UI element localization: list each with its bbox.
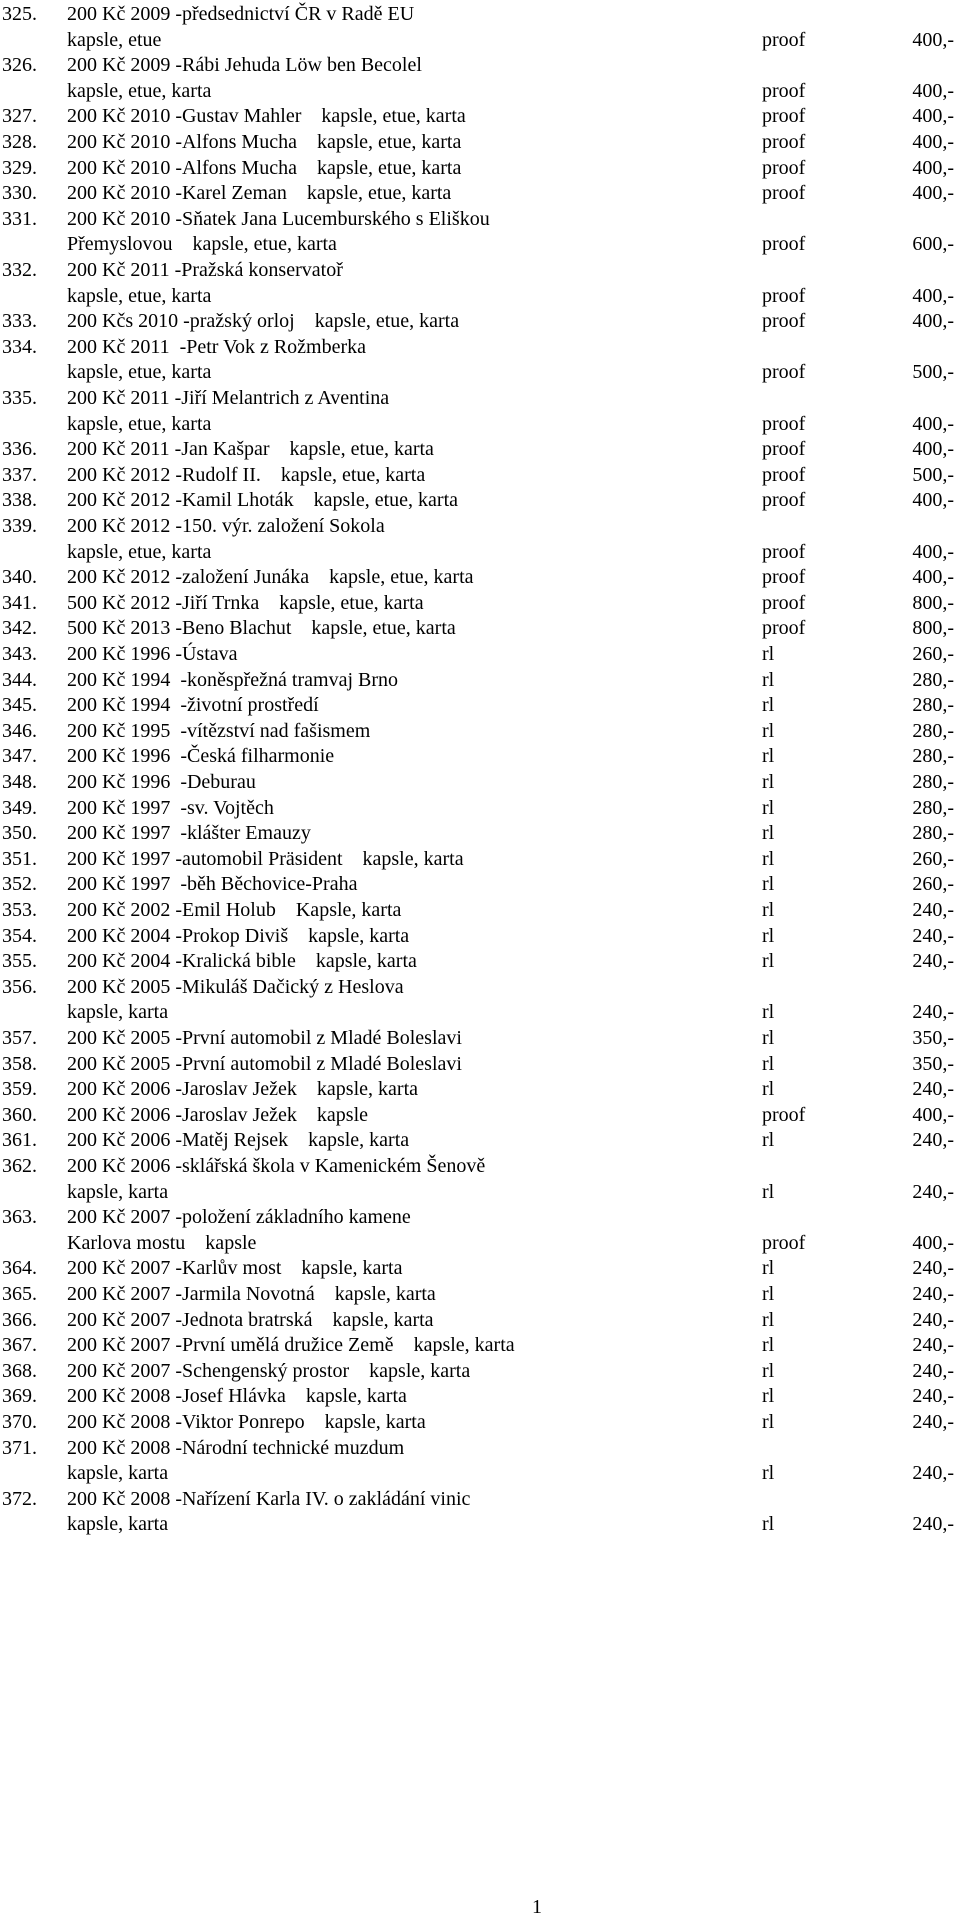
item-number: 361.: [2, 1129, 37, 1152]
item-price: 260,-: [912, 643, 954, 665]
item-price: 500,-: [912, 361, 954, 384]
item-quality: rl: [762, 950, 775, 973]
item-number: 357.: [2, 1027, 37, 1049]
item-description: 200 Kčs 2010 -pražský orloj kapsle, etue, karta: [67, 310, 460, 333]
item-quality: proof: [762, 1231, 806, 1254]
item-quality: rl: [762, 1078, 775, 1101]
item-price: 240,-: [912, 1411, 954, 1433]
item-description: 200 Kč 2007 -Jednota bratrská kapsle, karta: [67, 1308, 434, 1331]
item-price: 400,-: [912, 284, 954, 307]
page-number: 1: [532, 1896, 542, 1918]
item-description: kapsle, etue: [67, 28, 162, 51]
item-quality: rl: [762, 796, 775, 819]
item-description: kapsle, etue, karta: [67, 412, 212, 435]
item-description: 200 Kč 2002 -Emil Holub Kapsle, karta: [67, 899, 402, 921]
item-number: 362.: [2, 1155, 37, 1177]
item-description: 200 Kč 2011 -Jiří Melantrich z Aventina: [67, 387, 390, 409]
item-quality: proof: [762, 156, 806, 179]
item-description: 200 Kč 2007 -Schengenský prostor kapsle, karta: [67, 1359, 471, 1382]
item-number: 343.: [2, 643, 37, 665]
item-description: 200 Kč 2010 -Sňatek Jana Lucemburského s Eliškou: [67, 207, 490, 230]
item-quality: proof: [762, 566, 806, 589]
item-description: 200 Kč 2010 -Alfons Mucha kapsle, etue, karta: [67, 131, 462, 153]
item-price: 400,-: [912, 1103, 954, 1126]
item-price: 280,-: [912, 719, 954, 742]
item-quality: rl: [762, 1027, 775, 1049]
item-number: 325.: [2, 3, 37, 25]
item-description: 200 Kč 1997 -automobil Präsident kapsle, karta: [67, 847, 464, 870]
item-price: 240,-: [912, 1001, 954, 1024]
item-number: 336.: [2, 438, 37, 461]
item-price: 240,-: [912, 950, 954, 973]
item-number: 332.: [2, 259, 37, 281]
item-price: 240,-: [912, 1078, 954, 1101]
item-description: 200 Kč 1997 -klášter Emauzy: [67, 822, 311, 845]
item-number: 333.: [2, 310, 37, 333]
item-description: 200 Kč 2006 -sklářská škola v Kamenickém Šenově: [67, 1155, 486, 1177]
item-quality: rl: [762, 1129, 775, 1152]
item-number: 340.: [2, 566, 37, 589]
item-quality: rl: [762, 822, 775, 845]
item-description: Karlova mostu kapsle: [67, 1231, 257, 1254]
item-description: 200 Kč 1997 -sv. Vojtěch: [67, 796, 274, 819]
item-description: 200 Kč 2008 -Národní technické muzdum: [67, 1436, 405, 1459]
item-number: 349.: [2, 796, 37, 819]
item-description: 200 Kč 2012 -Rudolf II. kapsle, etue, karta: [67, 463, 426, 486]
item-description: kapsle, etue, karta: [67, 79, 212, 102]
item-description: 200 Kč 2012 -založení Junáka kapsle, etue, karta: [67, 566, 474, 589]
item-description: kapsle, etue, karta: [67, 540, 212, 563]
item-number: 345.: [2, 694, 37, 717]
item-description: 200 Kč 2009 -Rábi Jehuda Löw ben Becolel: [67, 54, 422, 77]
item-price: 350,-: [912, 1052, 954, 1075]
item-description: 200 Kč 1996 -Česká filharmonie: [67, 745, 335, 768]
item-description: kapsle, karta: [67, 1462, 169, 1485]
item-quality: rl: [762, 1283, 775, 1305]
item-price: 260,-: [912, 873, 954, 896]
item-number: 367.: [2, 1334, 37, 1357]
item-price: 280,-: [912, 668, 954, 691]
item-quality: proof: [762, 412, 806, 435]
item-description: kapsle, karta: [67, 1513, 169, 1536]
item-price: 600,-: [912, 233, 954, 256]
item-number: 363.: [2, 1206, 37, 1229]
item-description: 500 Kč 2012 -Jiří Trnka kapsle, etue, karta: [67, 591, 424, 614]
item-number: 354.: [2, 924, 37, 947]
item-number: 334.: [2, 335, 37, 358]
item-quality: rl: [762, 1334, 775, 1357]
item-number: 358.: [2, 1052, 37, 1075]
item-number: 370.: [2, 1411, 37, 1433]
item-number: 353.: [2, 899, 37, 921]
item-price: 400,-: [912, 182, 954, 205]
item-quality: rl: [762, 1001, 775, 1024]
item-number: 328.: [2, 131, 37, 153]
item-number: 356.: [2, 975, 37, 998]
item-description: 200 Kč 2010 -Gustav Mahler kapsle, etue, karta: [67, 105, 466, 128]
item-price: 240,-: [912, 1359, 954, 1382]
item-quality: rl: [762, 1180, 775, 1203]
item-description: 200 Kč 1997 -běh Běchovice-Praha: [67, 873, 358, 896]
item-description: 200 Kč 2007 -První umělá družice Země kapsle, karta: [67, 1334, 515, 1357]
item-price: 400,-: [912, 438, 954, 461]
item-number: 344.: [2, 668, 37, 691]
item-description: 200 Kč 2010 -Alfons Mucha kapsle, etue, karta: [67, 156, 462, 179]
item-price: 280,-: [912, 796, 954, 819]
item-price: 240,-: [912, 924, 954, 947]
item-number: 351.: [2, 847, 37, 870]
item-number: 366.: [2, 1308, 37, 1331]
item-quality: proof: [762, 591, 806, 614]
item-description: 200 Kč 2007 -položení základního kamene: [67, 1206, 411, 1229]
item-price: 400,-: [912, 412, 954, 435]
item-quality: proof: [762, 105, 806, 128]
item-quality: rl: [762, 719, 775, 742]
item-quality: rl: [762, 1411, 775, 1433]
item-number: 327.: [2, 105, 37, 128]
item-price: 240,-: [912, 1180, 954, 1203]
item-number: 360.: [2, 1103, 37, 1126]
item-description: 200 Kč 2011 -Jan Kašpar kapsle, etue, karta: [67, 438, 434, 461]
item-quality: proof: [762, 463, 806, 486]
item-quality: proof: [762, 617, 806, 640]
item-price: 260,-: [912, 847, 954, 870]
item-number: 346.: [2, 719, 37, 742]
item-quality: proof: [762, 361, 806, 384]
item-price: 240,-: [912, 1257, 954, 1280]
item-price: 240,-: [912, 1385, 954, 1408]
item-quality: proof: [762, 489, 806, 512]
item-price: 280,-: [912, 745, 954, 768]
item-description: kapsle, karta: [67, 1180, 169, 1203]
item-number: 350.: [2, 822, 37, 845]
item-price: 400,-: [912, 79, 954, 102]
item-description: 200 Kč 2008 -Nařízení Karla IV. o zakládání vinic: [67, 1487, 471, 1510]
item-quality: rl: [762, 899, 775, 921]
item-number: 355.: [2, 950, 37, 973]
item-number: 342.: [2, 617, 37, 640]
item-quality: rl: [762, 873, 775, 896]
item-number: 330.: [2, 182, 37, 205]
item-description: 200 Kč 2004 -Kralická bible kapsle, karta: [67, 950, 417, 973]
item-number: 341.: [2, 591, 37, 614]
item-quality: rl: [762, 694, 775, 717]
item-description: 200 Kč 2008 -Viktor Ponrepo kapsle, karta: [67, 1411, 426, 1433]
item-description: 200 Kč 2006 -Jaroslav Ježek kapsle: [67, 1103, 369, 1126]
item-quality: rl: [762, 1257, 775, 1280]
item-quality: rl: [762, 1052, 775, 1075]
item-quality: rl: [762, 668, 775, 691]
item-description: 200 Kč 1995 -vítězství nad fašismem: [67, 719, 371, 742]
item-price: 400,-: [912, 1231, 954, 1254]
item-price: 400,-: [912, 489, 954, 512]
item-description: 200 Kč 1996 -Deburau: [67, 771, 256, 793]
item-quality: rl: [762, 771, 775, 793]
item-price: 400,-: [912, 156, 954, 179]
item-price: 400,-: [912, 310, 954, 333]
item-quality: rl: [762, 1359, 775, 1382]
item-price: 240,-: [912, 1129, 954, 1152]
item-number: 371.: [2, 1436, 37, 1459]
item-description: kapsle, etue, karta: [67, 361, 212, 384]
item-description: 200 Kč 2005 -Mikuláš Dačický z Heslova: [67, 975, 404, 998]
item-number: 365.: [2, 1283, 37, 1305]
item-quality: rl: [762, 1308, 775, 1331]
item-price: 350,-: [912, 1027, 954, 1049]
item-number: 352.: [2, 873, 37, 896]
item-price: 280,-: [912, 771, 954, 793]
item-description: 200 Kč 2012 -150. výr. založení Sokola: [67, 515, 385, 537]
item-quality: proof: [762, 233, 806, 256]
item-description: 200 Kč 2011 -Pražská konservatoř: [67, 259, 343, 281]
item-price: 800,-: [912, 591, 954, 614]
item-price: 240,-: [912, 1462, 954, 1485]
item-quality: rl: [762, 1462, 775, 1485]
item-description: 200 Kč 2009 -předsednictví ČR v Radě EU: [67, 3, 415, 25]
item-number: 326.: [2, 54, 37, 77]
item-number: 348.: [2, 771, 37, 793]
item-quality: rl: [762, 643, 775, 665]
item-number: 372.: [2, 1487, 37, 1510]
item-description: 200 Kč 2004 -Prokop Diviš kapsle, karta: [67, 924, 410, 947]
item-price: 400,-: [912, 28, 954, 51]
item-price: 240,-: [912, 1283, 954, 1305]
item-description: 200 Kč 2007 -Jarmila Novotná kapsle, karta: [67, 1283, 436, 1305]
item-quality: proof: [762, 438, 806, 461]
item-quality: proof: [762, 79, 806, 102]
item-description: 200 Kč 1994 -koněspřežná tramvaj Brno: [67, 668, 399, 691]
item-quality: proof: [762, 540, 806, 563]
item-description: 200 Kč 2005 -První automobil z Mladé Boleslavi: [67, 1052, 462, 1075]
item-description: Přemyslovou kapsle, etue, karta: [67, 233, 337, 256]
item-quality: rl: [762, 1385, 775, 1408]
item-description: 200 Kč 2006 -Matěj Rejsek kapsle, karta: [67, 1129, 410, 1152]
item-description: 200 Kč 1996 -Ústava: [67, 643, 238, 665]
item-price: 400,-: [912, 566, 954, 589]
item-price: 240,-: [912, 899, 954, 921]
item-description: 200 Kč 2006 -Jaroslav Ježek kapsle, karta: [67, 1078, 418, 1101]
item-price: 280,-: [912, 822, 954, 845]
item-description: 200 Kč 2010 -Karel Zeman kapsle, etue, karta: [67, 182, 452, 205]
item-quality: proof: [762, 284, 806, 307]
item-price: 400,-: [912, 131, 954, 153]
item-number: 329.: [2, 156, 37, 179]
item-price: 500,-: [912, 463, 954, 486]
item-description: 200 Kč 2008 -Josef Hlávka kapsle, karta: [67, 1385, 407, 1408]
item-quality: proof: [762, 310, 806, 333]
item-number: 338.: [2, 489, 37, 512]
item-description: kapsle, etue, karta: [67, 284, 212, 307]
item-number: 337.: [2, 463, 37, 486]
item-quality: proof: [762, 131, 806, 153]
item-price: 240,-: [912, 1334, 954, 1357]
item-number: 364.: [2, 1257, 37, 1280]
item-number: 335.: [2, 387, 37, 409]
item-price: 240,-: [912, 1513, 954, 1536]
item-quality: rl: [762, 745, 775, 768]
item-quality: proof: [762, 1103, 806, 1126]
item-quality: rl: [762, 1513, 775, 1536]
item-description: 200 Kč 2012 -Kamil Lhoták kapsle, etue, karta: [67, 489, 458, 512]
item-description: kapsle, karta: [67, 1001, 169, 1024]
item-price: 400,-: [912, 105, 954, 128]
item-price: 240,-: [912, 1308, 954, 1331]
item-price: 400,-: [912, 540, 954, 563]
item-number: 359.: [2, 1078, 37, 1101]
item-description: 200 Kč 2011 -Petr Vok z Rožmberka: [67, 335, 367, 358]
item-number: 368.: [2, 1359, 37, 1382]
item-number: 331.: [2, 207, 37, 230]
item-description: 200 Kč 2005 -První automobil z Mladé Boleslavi: [67, 1027, 462, 1049]
item-price: 280,-: [912, 694, 954, 717]
item-quality: rl: [762, 847, 775, 870]
item-description: 200 Kč 1994 -životní prostředí: [67, 694, 319, 717]
item-number: 339.: [2, 515, 37, 537]
item-description: 500 Kč 2013 -Beno Blachut kapsle, etue, karta: [67, 617, 456, 640]
item-description: 200 Kč 2007 -Karlův most kapsle, karta: [67, 1257, 403, 1280]
item-quality: rl: [762, 924, 775, 947]
item-price: 800,-: [912, 617, 954, 640]
item-number: 369.: [2, 1385, 37, 1408]
item-quality: proof: [762, 182, 806, 205]
item-quality: proof: [762, 28, 806, 51]
item-number: 347.: [2, 745, 37, 768]
